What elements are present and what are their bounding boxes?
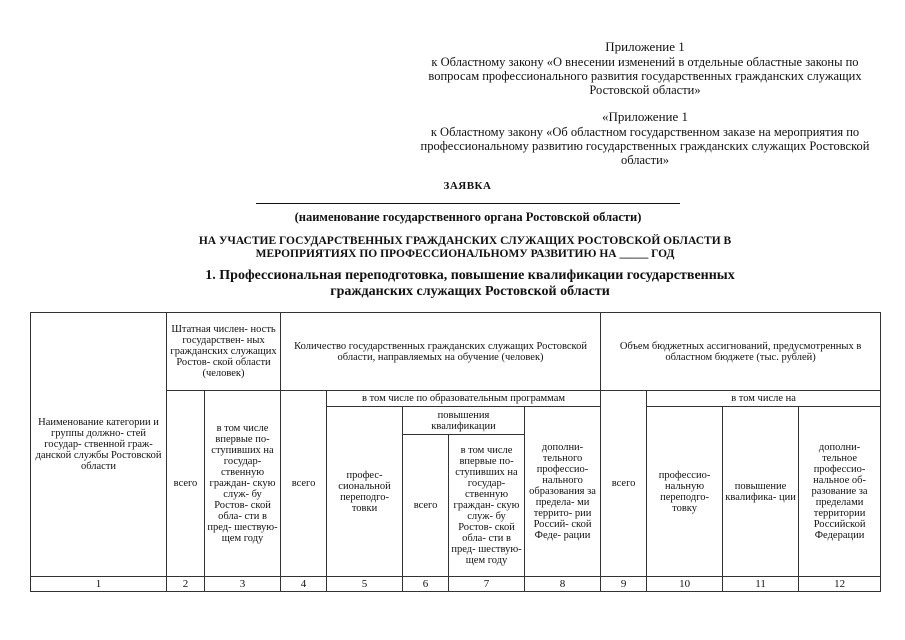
column-number-row [31,577,881,592]
appendix-2-text: к Областному закону «Об областном государственном заказе на мероприятия по профессиональному развитию государственных гражданских служащих Ростовской области» [420,125,870,167]
appendix-1-text: к Областному закону «О внесении изменений в отдельные областные законы по вопросам профессионального развития государственных гражданских служащих Ростовской области» [428,55,862,97]
header-additional-education: дополни- тельного профессио- нального образования за предела- ми террито- рии Россий- ской Феде- рации [525,407,601,577]
column-number: 8 [525,577,601,592]
column-number: 3 [205,577,281,592]
appendix-2-title: «Приложение 1 [601,109,689,124]
column-number: 7 [449,577,525,592]
organization-name-line [256,203,680,204]
main-title: НА УЧАСТИЕ ГОСУДАРСТВЕННЫХ ГРАЖДАНСКИХ СЛУЖАЩИХ РОСТОВСКОЙ ОБЛАСТИ В МЕРОПРИЯТИЯХ ПО ПРОФЕССИОНАЛЬНОМУ РАЗВИТИЮ НА _____ ГОД [198,235,732,260]
column-number: 5 [327,577,403,592]
column-number: 6 [403,577,449,592]
column-number: 12 [799,577,881,592]
header-budget-including: в том числе на [647,391,881,407]
header-budget: Объем бюджетных ассигнований, предусмотренных в областном бюджете (тыс. рублей) [601,313,881,391]
header-category: Наименование категории и группы должно- стей государ- ственной граж- данской службы Ростовской области [31,313,167,577]
column-number: 1 [31,577,167,592]
column-number: 2 [167,577,205,592]
header-budget-additional-education: дополни- тельное профессио- нальное об- разование за пределами территории Российской Федерации [799,407,881,577]
appendix-1-title: Приложение 1 [605,39,685,54]
header-qualification-upgrade: повышения квалификации [403,407,525,435]
header-retraining: профес- сиональной переподго- товки [327,407,403,577]
appendix-2-block [420,110,870,167]
header-count-total: всего [281,391,327,577]
column-number: 4 [281,577,327,592]
header-staff-count: Штатная числен- ность государствен- ных гражданских служащих Ростов- ской области (человек) [167,313,281,391]
organization-caption: (наименование государственного органа Ростовской области) [294,210,642,224]
header-budget-upgrade: повышение квалифика- ции [723,407,799,577]
header-staff-new-employees: в том числе впервые по- ступивших на государ- ственную граждан- скую служ- бу Ростов- ской обла- сти в пред- шествую- щем году [205,391,281,577]
header-by-programs: в том числе по образовательным программам [327,391,601,407]
header-budget-retraining: профессио- нальную переподго- товку [647,407,723,577]
appendix-1-block [420,40,870,97]
column-number: 9 [601,577,647,592]
column-number: 10 [647,577,723,592]
document-kind: ЗАЯВКА [443,180,492,192]
header-upgrade-total: всего [403,435,449,577]
header-trainee-count: Количество государственных гражданских служащих Ростовской области, направляемых на обучение (человек) [281,313,601,391]
section-title: 1. Профессиональная переподготовка, повышение квалификации государственных гражданских служащих Ростовской области [205,268,735,299]
header-budget-total: всего [601,391,647,577]
header-staff-total: всего [167,391,205,577]
header-upgrade-new-employees: в том числе впервые по- ступивших на государ- ственную граждан- скую служ- бу Ростов- ской обла- сти в пред- шествую- щем году [449,435,525,577]
application-table [30,312,881,592]
column-number: 11 [723,577,799,592]
